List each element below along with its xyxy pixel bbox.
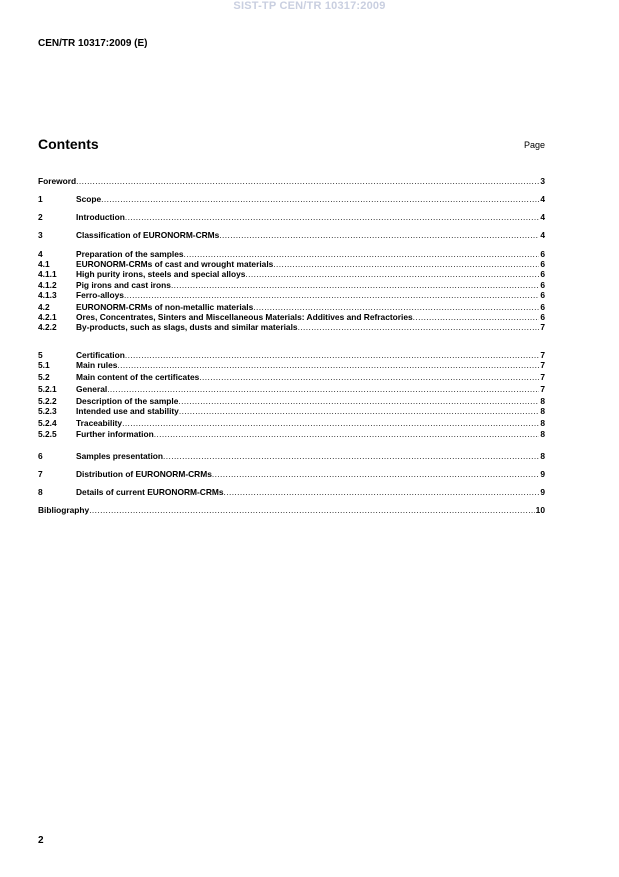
toc-entry-page: 8 (540, 429, 545, 439)
toc-entry[interactable] (38, 384, 545, 394)
toc-entry-number: 4.2.2 (38, 322, 57, 332)
toc-entry-title: Traceability (76, 418, 123, 428)
toc-entry-number: 5.2.4 (38, 418, 57, 428)
contents-title: Contents (38, 136, 99, 152)
toc-entry-number: 8 (38, 487, 43, 497)
toc-entry[interactable] (38, 259, 545, 269)
toc-entry-number: 4.1.1 (38, 269, 57, 279)
toc-entry-title: Details of current EURONORM-CRMs (76, 487, 224, 497)
toc-entry-title: Further information (76, 429, 154, 439)
toc-dot-leader (253, 302, 539, 312)
toc-entry-title: Foreword (38, 176, 77, 186)
toc-dot-leader (125, 350, 539, 360)
toc-entry[interactable] (38, 505, 545, 515)
toc-entry[interactable] (38, 249, 545, 259)
toc-entry-number: 4.2 (38, 302, 50, 312)
toc-entry-page: 6 (540, 259, 545, 269)
toc-entry[interactable] (38, 396, 545, 406)
toc-entry[interactable] (38, 451, 545, 461)
toc-entry-number: 3 (38, 230, 43, 240)
toc-entry-title: Intended use and stability (76, 406, 179, 416)
toc-entry[interactable] (38, 280, 545, 290)
toc-entry-page: 4 (540, 212, 545, 222)
toc-entry-page: 4 (540, 230, 545, 240)
toc-entry[interactable] (38, 469, 545, 479)
toc-dot-leader (163, 451, 539, 461)
toc-entry-number: 2 (38, 212, 43, 222)
toc-entry-page: 6 (540, 302, 545, 312)
toc-dot-leader (125, 212, 539, 222)
toc-entry-page: 4 (540, 194, 545, 204)
toc-dot-leader (76, 176, 539, 186)
page-number: 2 (38, 835, 44, 846)
toc-entry-page: 8 (540, 451, 545, 461)
toc-entry-page: 7 (540, 322, 545, 332)
toc-entry-title: EURONORM-CRMs of non-metallic materials (76, 302, 254, 312)
toc-entry[interactable] (38, 230, 545, 240)
toc-entry[interactable] (38, 418, 545, 428)
toc-dot-leader (124, 290, 539, 300)
toc-entry-title: Classification of EURONORM-CRMs (76, 230, 220, 240)
toc-dot-leader (179, 406, 539, 416)
toc-entry-page: 9 (540, 487, 545, 497)
toc-dot-leader (107, 384, 539, 394)
toc-entry-title: Certification (76, 350, 125, 360)
toc-entry-title: Samples presentation (76, 451, 164, 461)
toc-entry-number: 5.2.3 (38, 406, 57, 416)
document-id: CEN/TR 10317:2009 (E) (38, 38, 148, 49)
toc-entry-page: 6 (540, 290, 545, 300)
toc-dot-leader (212, 469, 539, 479)
toc-entry-title: Pig irons and cast irons (76, 280, 171, 290)
toc-dot-leader (89, 505, 534, 515)
toc-dot-leader (298, 322, 540, 332)
toc-dot-leader (413, 312, 540, 322)
toc-entry-title: EURONORM-CRMs of cast and wrought materials (76, 259, 274, 269)
toc-entry[interactable] (38, 290, 545, 300)
toc-entry[interactable] (38, 312, 545, 322)
toc-entry-page: 3 (540, 176, 545, 186)
toc-entry-number: 5.2.5 (38, 429, 57, 439)
toc-entry-page: 6 (540, 269, 545, 279)
toc-entry[interactable] (38, 176, 545, 186)
toc-entry[interactable] (38, 322, 545, 332)
toc-entry-title: Scope (76, 194, 102, 204)
toc-entry-title: High purity irons, steels and special alloys (76, 269, 246, 279)
toc-entry[interactable] (38, 302, 545, 312)
toc-entry[interactable] (38, 360, 545, 370)
toc-entry-page: 7 (540, 384, 545, 394)
toc-entry-title: Distribution of EURONORM-CRMs (76, 469, 212, 479)
toc-entry-title: Preparation of the samples (76, 249, 184, 259)
toc-entry-number: 4.1.2 (38, 280, 57, 290)
toc-entry-title: By-products, such as slags, dusts and similar materials (76, 322, 298, 332)
toc-entry-number: 4 (38, 249, 43, 259)
toc-entry-title: Ferro-alloys (76, 290, 124, 300)
toc-entry-page: 8 (540, 396, 545, 406)
toc-entry-title: Description of the sample (76, 396, 179, 406)
toc-entry-page: 6 (540, 249, 545, 259)
toc-entry-number: 1 (38, 194, 43, 204)
toc-entry[interactable] (38, 487, 545, 497)
toc-entry-number: 4.2.1 (38, 312, 57, 322)
toc-entry-title: Main rules (76, 360, 118, 370)
toc-dot-leader (219, 230, 539, 240)
toc-dot-leader (101, 194, 539, 204)
toc-entry-page: 7 (540, 350, 545, 360)
toc-dot-leader (178, 396, 539, 406)
toc-entry-number: 5.1 (38, 360, 50, 370)
toc-entry-number: 5.2.2 (38, 396, 57, 406)
toc-dot-leader (154, 429, 540, 439)
toc-dot-leader (199, 372, 539, 382)
toc-entry-number: 5.2.1 (38, 384, 57, 394)
toc-entry-title: Bibliography (38, 505, 90, 515)
toc-entry-number: 4.1 (38, 259, 50, 269)
toc-dot-leader (273, 259, 539, 269)
toc-entry[interactable] (38, 269, 545, 279)
toc-dot-leader (117, 360, 539, 370)
toc-entry-number: 6 (38, 451, 43, 461)
toc-entry-page: 6 (540, 280, 545, 290)
toc-entry-title: General (76, 384, 108, 394)
toc-dot-leader (184, 249, 540, 259)
toc-entry-number: 5 (38, 350, 43, 360)
toc-entry-title: Ores, Concentrates, Sinters and Miscellaneous Materials: Additives and Refractories (76, 312, 413, 322)
toc-entry-title: Main content of the certificates (76, 372, 200, 382)
toc-entry[interactable] (38, 350, 545, 360)
toc-dot-leader (245, 269, 539, 279)
toc-dot-leader (171, 280, 539, 290)
toc-entry[interactable] (38, 406, 545, 416)
toc-entry-page: 7 (540, 360, 545, 370)
toc-entry-page: 8 (540, 418, 545, 428)
toc-entry-page: 8 (540, 406, 545, 416)
toc-entry-page: 10 (535, 505, 545, 515)
toc-dot-leader (224, 487, 540, 497)
toc-entry[interactable] (38, 194, 545, 204)
watermark: SIST-TP CEN/TR 10317:2009 (233, 0, 386, 12)
toc-entry[interactable] (38, 212, 545, 222)
toc-entry-number: 4.1.3 (38, 290, 57, 300)
toc-entry[interactable] (38, 372, 545, 382)
toc-entry-number: 5.2 (38, 372, 50, 382)
toc-entry-page: 9 (540, 469, 545, 479)
toc-entry-title: Introduction (76, 212, 125, 222)
toc-dot-leader (122, 418, 539, 428)
toc-entry-page: 7 (540, 372, 545, 382)
toc-entry[interactable] (38, 429, 545, 439)
toc-entry-number: 7 (38, 469, 43, 479)
toc-entry-page: 6 (540, 312, 545, 322)
page-column-label: Page (523, 140, 545, 150)
